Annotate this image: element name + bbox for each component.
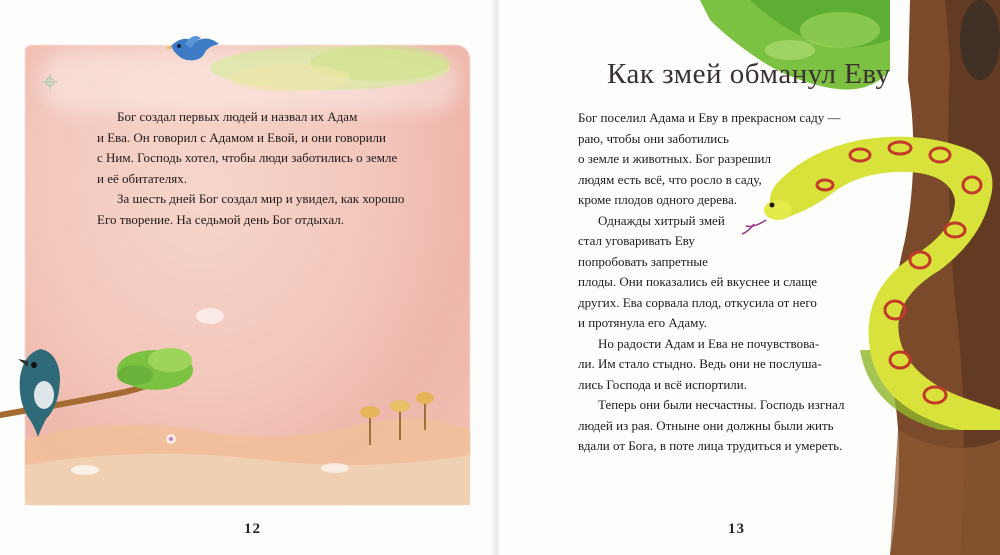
text-line: попробовать запретные <box>578 253 708 269</box>
text-line: Теперь они были несчастны. Господь изгнал <box>598 397 845 412</box>
text-line: Однажды хитрый змей <box>598 212 725 228</box>
text-line: Бог создал первых людей и назвал их Адам <box>117 109 358 124</box>
left-page-text <box>97 107 412 230</box>
text-line: и Ева. Он говорил с Адамом и Евой, и они говорили <box>97 129 386 145</box>
right-page-text <box>578 108 878 457</box>
page-number-right: 13 <box>728 521 745 537</box>
left-page <box>0 0 494 555</box>
text-line: и протянула его Адаму. <box>578 315 707 330</box>
right-page <box>500 0 1000 555</box>
text-line: вдали от Бога, в поте лица трудиться и умереть. <box>578 438 843 453</box>
text-line: других. Ева сорвала плод, откусила от него <box>578 294 817 310</box>
page-number-left: 12 <box>244 521 261 537</box>
blue-bird-icon <box>165 28 225 68</box>
text-line: с Ним. Господь хотел, чтобы люди заботились о земле <box>97 150 398 165</box>
text-line: и её обитателях. <box>97 170 188 186</box>
flower-sketch-icon <box>38 70 62 94</box>
text-line: Бог поселил Адама и Еву в прекрасном саду — <box>578 110 841 125</box>
text-line: Его творение. На седьмой день Бог отдыхал. <box>97 211 344 227</box>
paragraph-creation-people <box>97 107 412 189</box>
small-trees <box>350 390 450 450</box>
text-line: Но радости Адам и Ева не почувствова- <box>598 335 820 351</box>
text-line: раю, чтобы они заботились <box>578 130 729 146</box>
text-line: стал уговаривать Еву <box>578 233 695 248</box>
text-line: кроме плодов одного дерева. <box>578 192 737 207</box>
cloud-sketch <box>190 300 230 330</box>
small-flower-icon <box>160 428 182 450</box>
text-line: ли. Им стало стыдно. Ведь они не послуша- <box>578 356 822 371</box>
green-foliage-wash <box>200 38 470 108</box>
perched-bird-icon <box>14 345 69 440</box>
paragraph-six-days <box>97 189 412 230</box>
text-line: плоды. Они показались ей вкуснее и слаще <box>578 274 818 289</box>
text-line: о земле и животных. Бог разрешил <box>578 151 771 166</box>
text-line: людей из рая. Отныне они должны были жить <box>578 417 834 433</box>
text-line: людям есть всё, что росло в саду, <box>578 171 762 187</box>
story-title: Как змей обманул Еву <box>607 58 891 90</box>
text-line: За шесть дней Бог создал мир и увидел, как хорошо <box>117 191 405 206</box>
text-line: лись Господа и всё испортили. <box>578 376 747 392</box>
